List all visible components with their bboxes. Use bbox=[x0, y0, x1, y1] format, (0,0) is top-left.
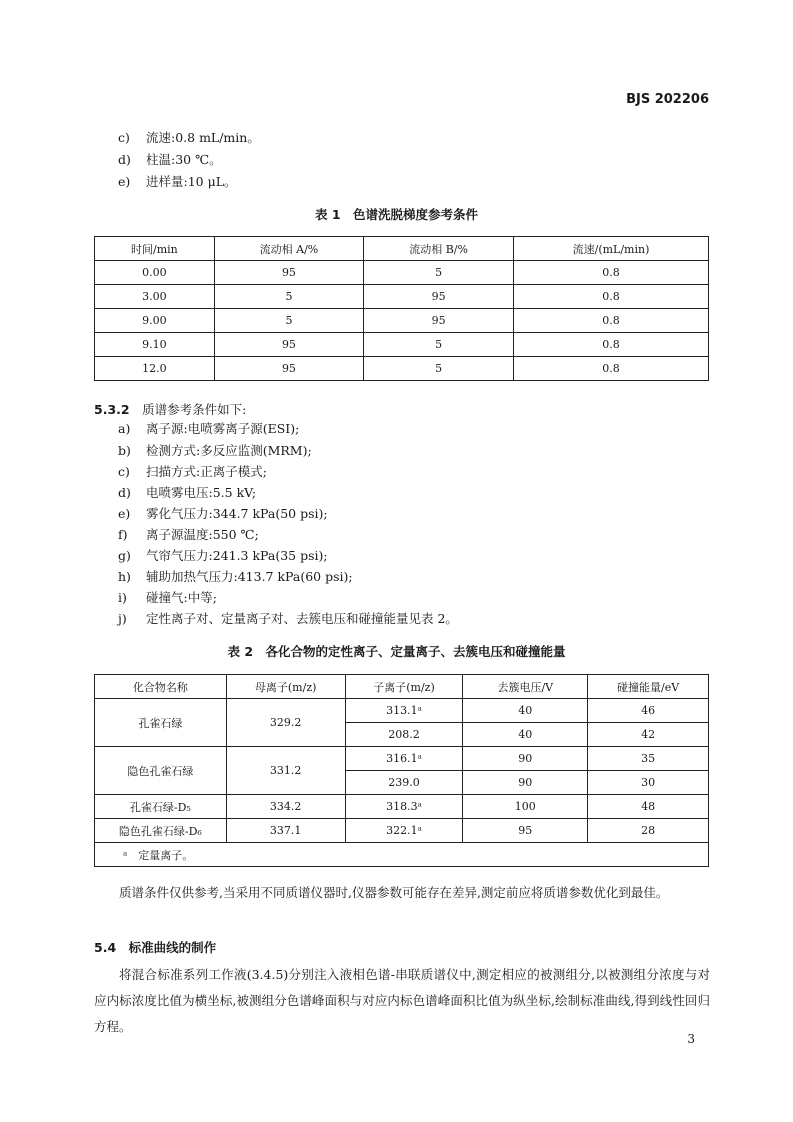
table-row bbox=[95, 333, 709, 357]
table-cell: 28 bbox=[588, 819, 709, 843]
table2-title: 表 2 各化合物的定性离子、定量离子、去簇电压和碰撞能量 bbox=[227, 644, 566, 659]
compound-name-cell: 隐色孔雀石绿-D₆ bbox=[95, 819, 227, 843]
section-number: 5.4 bbox=[94, 940, 117, 955]
list-marker: g) bbox=[118, 548, 131, 563]
table-cell: 0.8 bbox=[513, 333, 708, 357]
section-heading bbox=[94, 938, 216, 956]
table1 bbox=[94, 236, 709, 381]
list-item bbox=[118, 462, 267, 482]
list-item bbox=[118, 483, 256, 503]
list-item bbox=[118, 150, 222, 170]
column-header: 母离子(m/z) bbox=[226, 675, 345, 699]
table-row bbox=[95, 819, 709, 843]
table-cell: 3.00 bbox=[95, 285, 215, 309]
table-cell: 42 bbox=[588, 723, 709, 747]
table-cell: 40 bbox=[463, 699, 588, 723]
compound-name-cell: 隐色孔雀石绿 bbox=[95, 747, 227, 795]
table-cell: 0.8 bbox=[513, 357, 708, 381]
parent-ion-cell: 337.1 bbox=[226, 819, 345, 843]
list-marker: h) bbox=[118, 569, 131, 584]
list-marker: a) bbox=[118, 421, 131, 436]
table-cell: 95 bbox=[214, 333, 363, 357]
section-intro: 质谱参考条件如下: bbox=[142, 402, 247, 417]
table-cell: 313.1ᵃ bbox=[345, 699, 463, 723]
list-text: 辅助加热气压力:413.7 kPa(60 psi); bbox=[146, 569, 353, 584]
table-cell: 5 bbox=[214, 285, 363, 309]
list-marker: e) bbox=[118, 174, 131, 189]
table-header-row bbox=[95, 675, 709, 699]
table-cell: 5 bbox=[364, 357, 514, 381]
column-header: 流动相 B/% bbox=[364, 237, 514, 261]
list-item bbox=[118, 441, 312, 461]
table-row bbox=[95, 285, 709, 309]
list-text: 扫描方式:正离子模式; bbox=[146, 464, 267, 479]
table-cell: 5 bbox=[214, 309, 363, 333]
parent-ion-cell: 329.2 bbox=[226, 699, 345, 747]
table-cell: 239.0 bbox=[345, 771, 463, 795]
list-marker: f) bbox=[118, 527, 128, 542]
table-cell: 40 bbox=[463, 723, 588, 747]
table-cell: 0.8 bbox=[513, 309, 708, 333]
list-item bbox=[118, 525, 259, 545]
list-marker: e) bbox=[118, 506, 131, 521]
list-text: 气帘气压力:241.3 kPa(35 psi); bbox=[146, 548, 328, 563]
list-marker: c) bbox=[118, 464, 130, 479]
table-cell: 90 bbox=[463, 771, 588, 795]
column-header: 流速/(mL/min) bbox=[513, 237, 708, 261]
column-header: 时间/min bbox=[95, 237, 215, 261]
section-number: 5.3.2 bbox=[94, 402, 130, 417]
list-item bbox=[118, 567, 353, 587]
column-header: 化合物名称 bbox=[95, 675, 227, 699]
table-cell: 318.3ᵃ bbox=[345, 795, 463, 819]
section-heading bbox=[94, 400, 246, 418]
table-cell: 0.8 bbox=[513, 285, 708, 309]
table1-title: 表 1 色谱洗脱梯度参考条件 bbox=[314, 207, 479, 222]
list-marker: j) bbox=[118, 611, 127, 626]
column-header: 子离子(m/z) bbox=[345, 675, 463, 699]
column-header: 去簇电压/V bbox=[463, 675, 588, 699]
list-item bbox=[118, 588, 217, 608]
list-marker: c) bbox=[118, 130, 130, 145]
table-row bbox=[95, 699, 709, 723]
table-row bbox=[95, 309, 709, 333]
table-cell: 95 bbox=[463, 819, 588, 843]
table-footnote: ᵃ 定量离子。 bbox=[95, 843, 709, 867]
table-cell: 12.0 bbox=[95, 357, 215, 381]
compound-name-cell: 孔雀石绿-D₅ bbox=[95, 795, 227, 819]
column-header: 碰撞能量/eV bbox=[588, 675, 709, 699]
table-cell: 95 bbox=[364, 285, 514, 309]
list-marker: d) bbox=[118, 485, 131, 500]
list-item bbox=[118, 128, 260, 148]
table-row bbox=[95, 261, 709, 285]
parent-ion-cell: 334.2 bbox=[226, 795, 345, 819]
table-cell: 100 bbox=[463, 795, 588, 819]
list-marker: b) bbox=[118, 443, 131, 458]
table-cell: 35 bbox=[588, 747, 709, 771]
table-cell: 95 bbox=[214, 261, 363, 285]
table-cell: 0.8 bbox=[513, 261, 708, 285]
list-marker: d) bbox=[118, 152, 131, 167]
table-cell: 46 bbox=[588, 699, 709, 723]
table-row bbox=[95, 357, 709, 381]
note-paragraph: 质谱条件仅供参考,当采用不同质谱仪器时,仪器参数可能存在差异,测定前应将质谱参数优化到最佳。 bbox=[119, 885, 669, 900]
table-cell: 322.1ᵃ bbox=[345, 819, 463, 843]
section-title: 标准曲线的制作 bbox=[128, 940, 217, 955]
table-cell: 95 bbox=[214, 357, 363, 381]
list-text: 离子源温度:550 ℃; bbox=[146, 527, 259, 542]
table-cell: 9.00 bbox=[95, 309, 215, 333]
table-cell: 5 bbox=[364, 261, 514, 285]
table-cell: 30 bbox=[588, 771, 709, 795]
list-text: 电喷雾电压:5.5 kV; bbox=[146, 485, 257, 500]
table-cell: 48 bbox=[588, 795, 709, 819]
list-text: 碰撞气:中等; bbox=[146, 590, 217, 605]
table-cell: 5 bbox=[364, 333, 514, 357]
list-item bbox=[118, 419, 299, 439]
list-item bbox=[118, 504, 328, 524]
table-footnote-row bbox=[95, 843, 709, 867]
table-cell: 9.10 bbox=[95, 333, 215, 357]
list-text: 雾化气压力:344.7 kPa(50 psi); bbox=[146, 506, 328, 521]
table-row bbox=[95, 747, 709, 771]
list-text: 离子源:电喷雾离子源(ESI); bbox=[146, 421, 300, 436]
list-text: 定性离子对、定量离子对、去簇电压和碰撞能量见表 2。 bbox=[146, 611, 458, 626]
list-item bbox=[118, 546, 328, 566]
list-text: 进样量:10 μL。 bbox=[146, 174, 237, 189]
list-item bbox=[118, 172, 237, 192]
list-text: 柱温:30 ℃。 bbox=[146, 152, 222, 167]
document-code: BJS 202206 bbox=[626, 92, 709, 107]
table-row bbox=[95, 795, 709, 819]
table-cell: 0.00 bbox=[95, 261, 215, 285]
list-item bbox=[118, 609, 458, 629]
table-cell: 90 bbox=[463, 747, 588, 771]
list-marker: i) bbox=[118, 590, 127, 605]
table-cell: 95 bbox=[364, 309, 514, 333]
table-header-row bbox=[95, 237, 709, 261]
column-header: 流动相 A/% bbox=[214, 237, 363, 261]
table-cell: 316.1ᵃ bbox=[345, 747, 463, 771]
compound-name-cell: 孔雀石绿 bbox=[95, 699, 227, 747]
parent-ion-cell: 331.2 bbox=[226, 747, 345, 795]
body-paragraph: 将混合标准系列工作液(3.4.5)分别注入液相色谱-串联质谱仪中,测定相应的被测组分,以被测组分浓度与对应内标浓度比值为横坐标,被测组分色谱峰面积与对应内标色谱峰面积比值为纵坐标,绘制标准曲线,得到线性回归方程。 bbox=[94, 967, 710, 1034]
table-cell: 208.2 bbox=[345, 723, 463, 747]
page-number: 3 bbox=[687, 1032, 695, 1046]
list-text: 检测方式:多反应监测(MRM); bbox=[146, 443, 312, 458]
list-text: 流速:0.8 mL/min。 bbox=[146, 130, 260, 145]
table2 bbox=[94, 674, 709, 867]
